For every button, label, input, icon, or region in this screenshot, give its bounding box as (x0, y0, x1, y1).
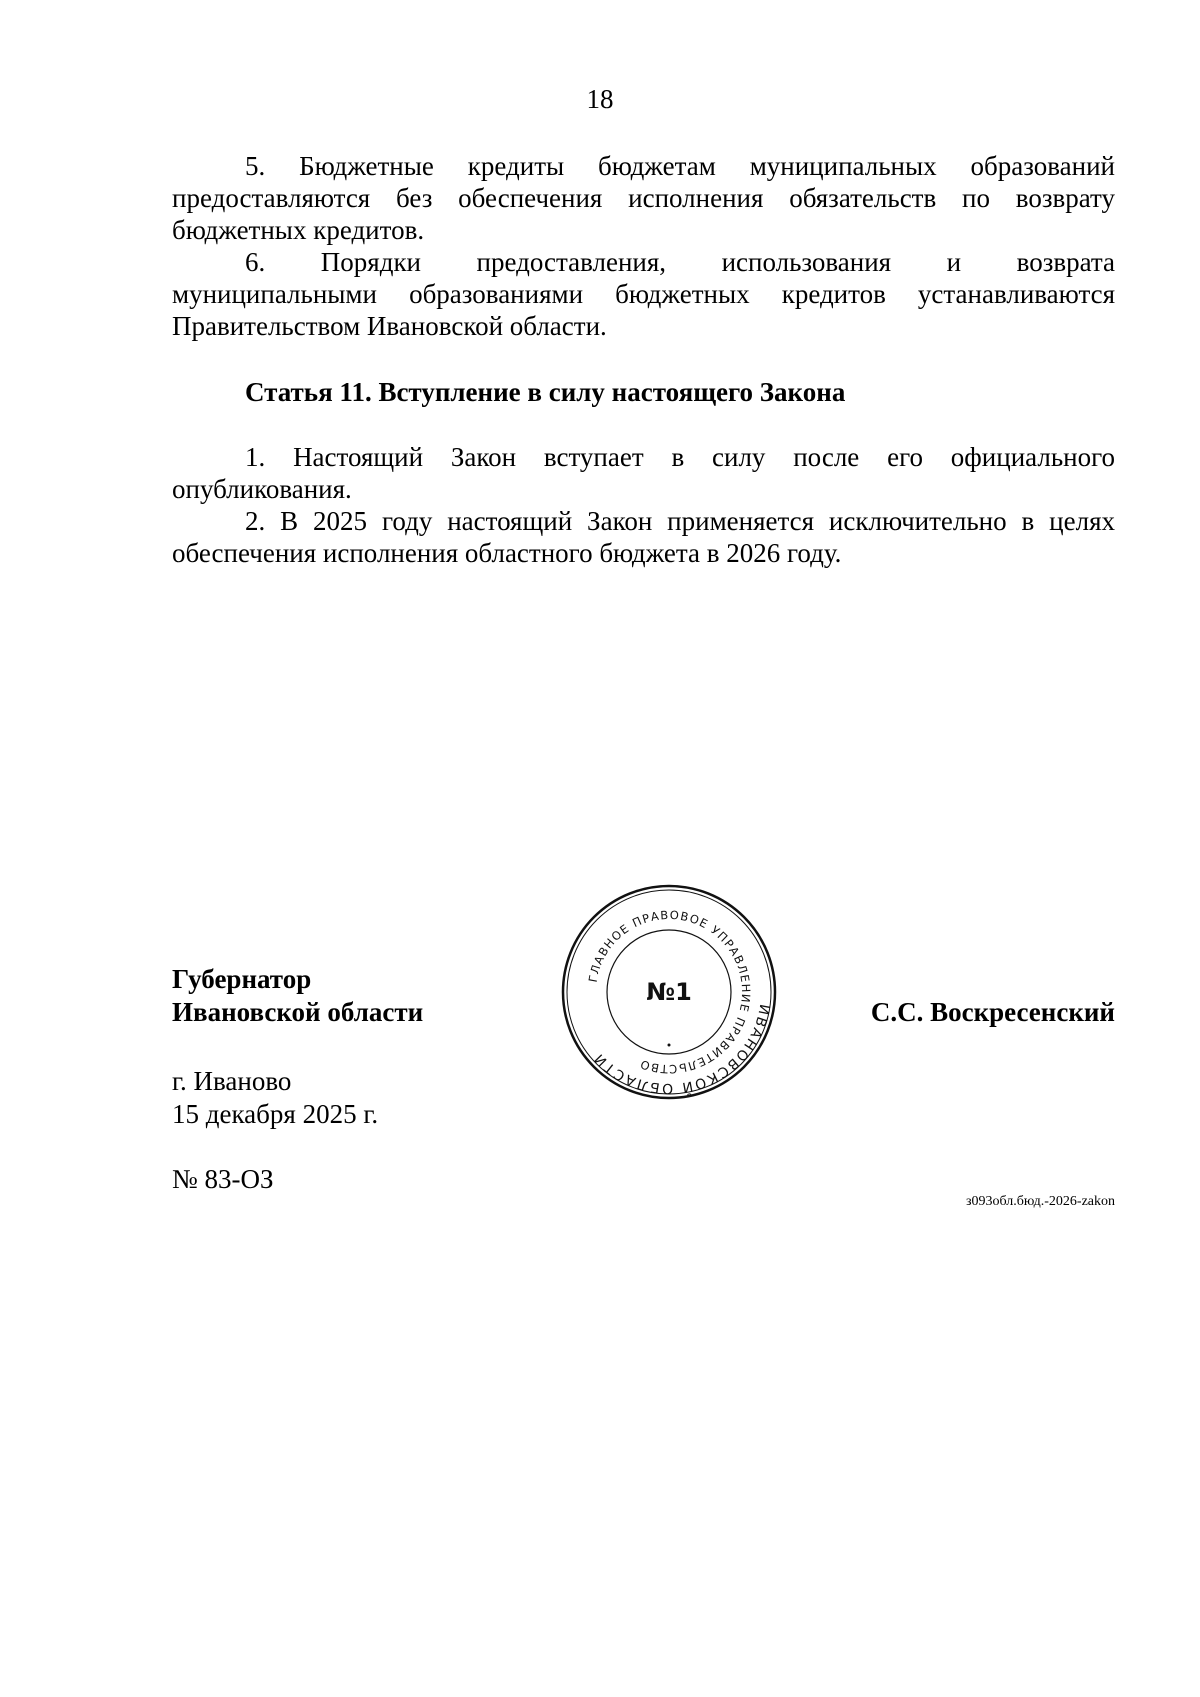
law-number: № 83-ОЗ (172, 1164, 274, 1194)
paragraph-6-line-1: 6. Порядки предоставления, использования и возврата (245, 247, 1115, 277)
article-point-2 (172, 505, 1115, 569)
official-seal-icon (560, 883, 778, 1101)
seal-number: №1 (646, 978, 692, 1006)
signatory-title (172, 963, 423, 1029)
article-point-1-line-1: 1. Настоящий Закон вступает в силу после его официального (245, 442, 1115, 472)
signing-date: 15 декабря 2025 г. (172, 1099, 379, 1129)
paragraph-5 (172, 150, 1115, 246)
paragraph-6 (172, 246, 1115, 342)
file-code: з093обл.бюд.-2026-zakon (965, 1194, 1115, 1209)
article-point-2-line-2: обеспечения исполнения областного бюджета в 2026 году. (172, 538, 842, 568)
place-and-date (172, 1065, 378, 1131)
signatory-name: С.С. Воскресенский (870, 997, 1115, 1027)
paragraph-6-line-2: муниципальными образованиями бюджетных кредитов устанавливаются (172, 279, 1115, 309)
seal-inner-text: ГЛАВНОЕ ПРАВОВОЕ УПРАВЛЕНИЕ ПРАВИТЕЛЬСТВО (585, 907, 754, 1077)
article-title: Статья 11. Вступление в силу настоящего Закона (245, 377, 846, 407)
paragraph-5-line-2: предоставляются без обеспечения исполнения обязательств по возврату (172, 183, 1115, 213)
seal-outer-text: ИВАНОВСКОЙ ОБЛАСТИ (590, 1002, 773, 1097)
paragraph-6-line-3: Правительством Ивановской области. (172, 311, 607, 341)
paragraph-5-line-1: 5. Бюджетные кредиты бюджетам муниципальных образований (245, 151, 1115, 181)
article-point-1 (172, 441, 1115, 505)
signatory-title-line-1: Губернатор (172, 964, 312, 994)
article-point-1-line-2: опубликования. (172, 474, 352, 504)
article-point-2-line-1: 2. В 2025 году настоящий Закон применяется исключительно в целях (245, 506, 1115, 536)
signatory-title-line-2: Ивановской области (172, 997, 424, 1027)
page-number: 18 (586, 84, 614, 114)
paragraph-5-line-3: бюджетных кредитов. (172, 215, 425, 245)
city: г. Иваново (172, 1066, 292, 1096)
